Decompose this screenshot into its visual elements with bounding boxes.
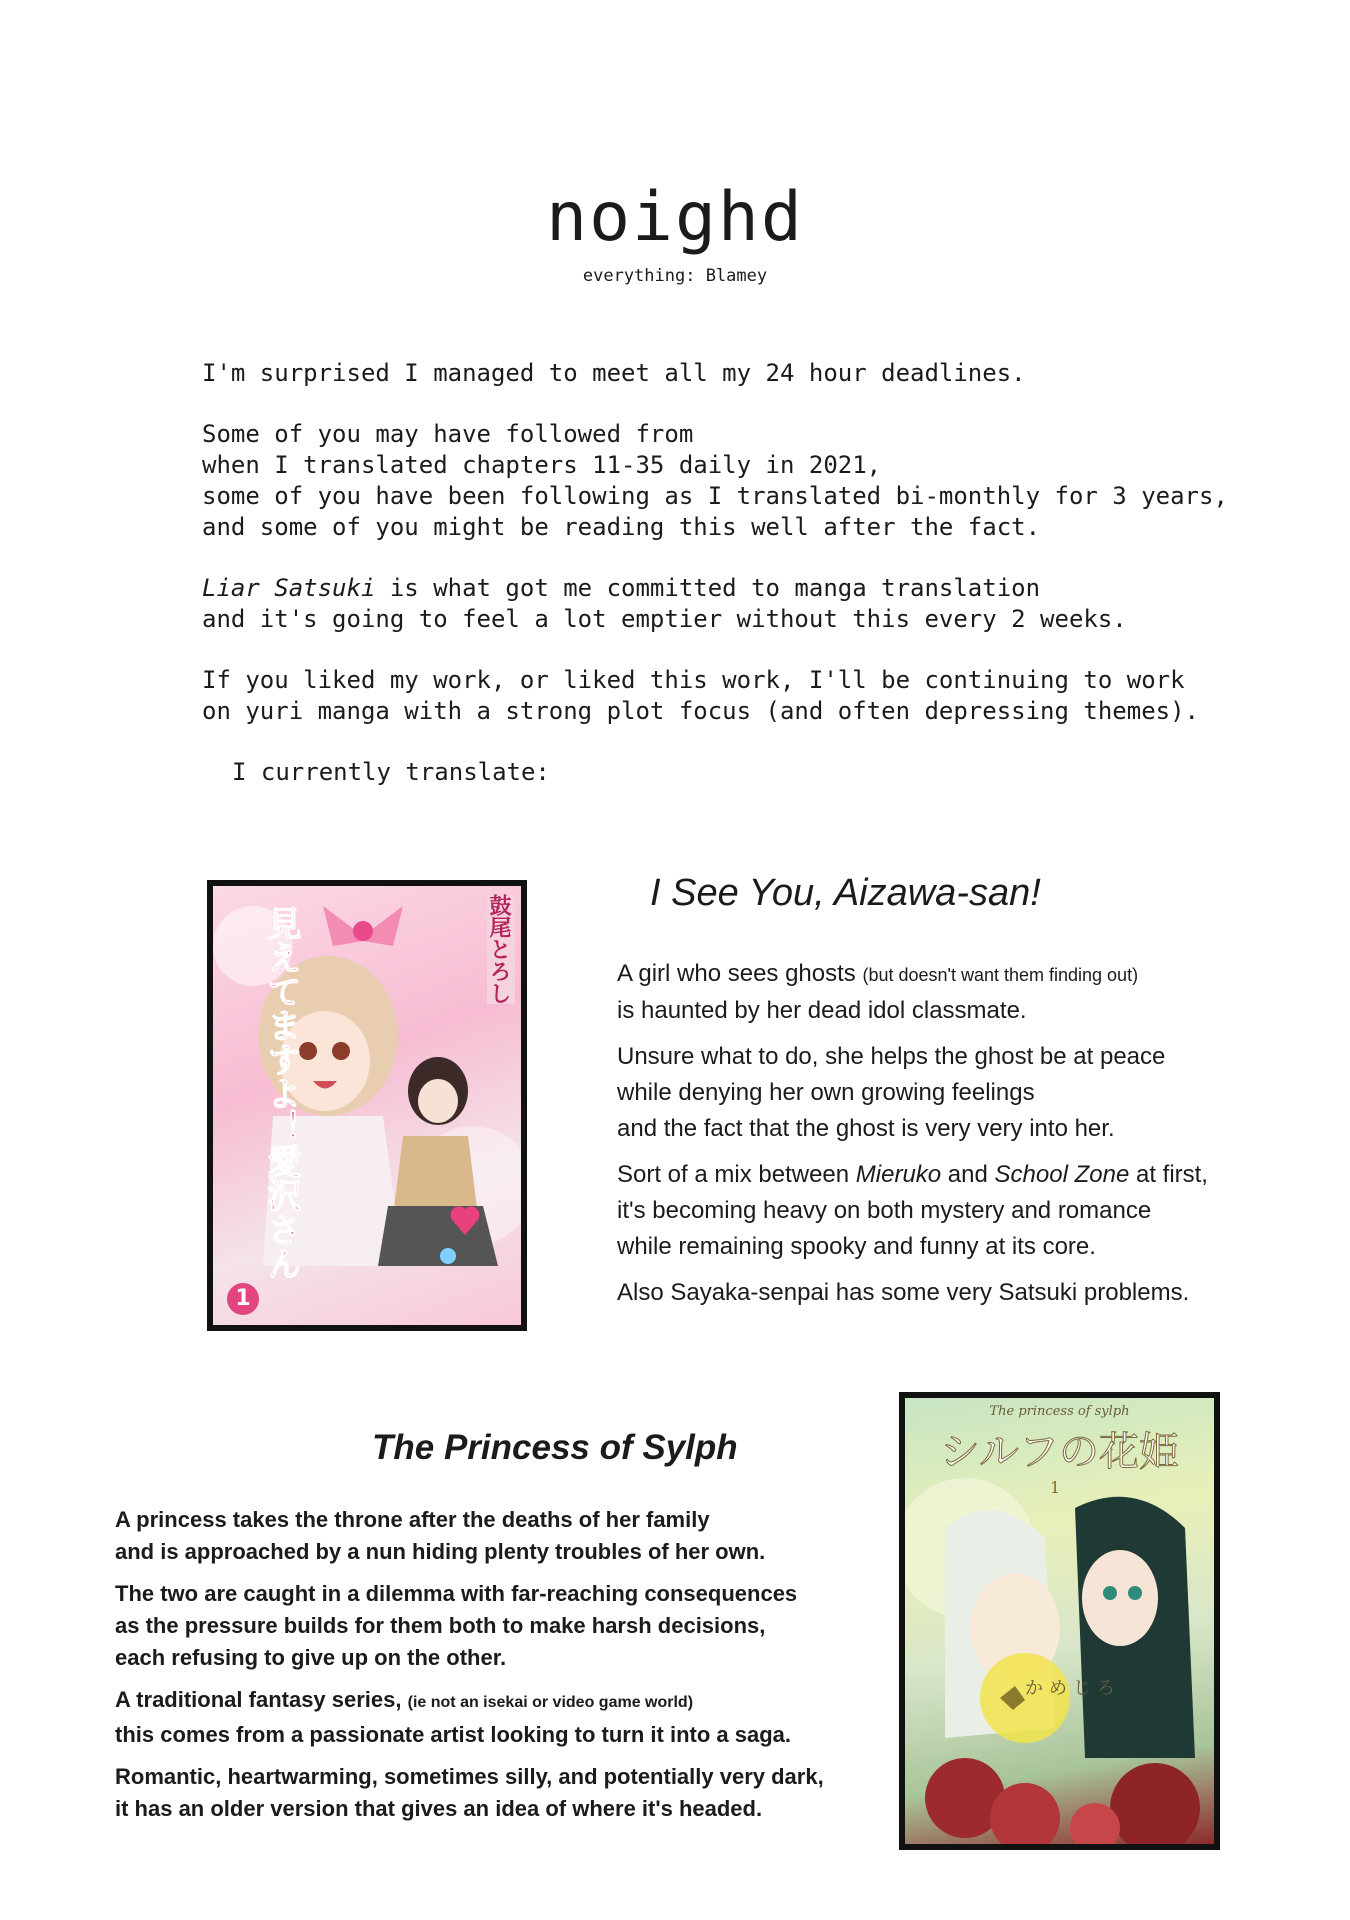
cover-subtitle: The princess of sylph bbox=[989, 1404, 1130, 1419]
page-title: noighd bbox=[546, 178, 804, 257]
cover-title: シルフの花姫 bbox=[940, 1429, 1179, 1475]
work-title: Liar Satsuki bbox=[202, 574, 376, 602]
aizawa-cover-image bbox=[207, 880, 527, 1331]
description-paragraph: Unsure what to do, she helps the ghost be at peace while denying her own growing feelings and the fact that the ghost is very very into her. bbox=[617, 1043, 1166, 1142]
description-paragraph: A traditional fantasy series, (ie not an isekai or video game world) this comes from a passionate artist looking to turn it into a saga. bbox=[115, 1687, 792, 1747]
note-paragraph: Liar Satsuki is what got me committed to manga translation and it's going to feel a lot emptier without this every 2 weeks. bbox=[202, 574, 1127, 633]
description-paragraph: A princess takes the throne after the deaths of her family and is approached by a nun hiding plenty troubles of her own. bbox=[115, 1507, 766, 1564]
note-paragraph: Some of you may have followed from when I translated chapters 11-35 daily in 2021, some of you have been following as I translated bi-monthly for 3 years, and some of you might be reading this well after the fact. bbox=[202, 420, 1228, 541]
description-paragraph: The two are caught in a dilemma with far-reaching consequences as the pressure builds for them both to make harsh decisions, each refusing to give up on the other. bbox=[115, 1581, 798, 1670]
series-description bbox=[115, 1504, 824, 1835]
cover-volume-badge: 1 bbox=[227, 1283, 259, 1315]
cover-title: 見えてますよ！愛沢さん bbox=[261, 906, 301, 1280]
description-paragraph: A girl who sees ghosts (but doesn't want them finding out) is haunted by her dead idol classmate. bbox=[617, 960, 1139, 1024]
translator-note bbox=[202, 358, 1262, 818]
description-paragraph: Romantic, heartwarming, sometimes silly, and potentially very dark, it has an older version that gives an idea of where it's headed. bbox=[115, 1764, 824, 1821]
cover-author: 鼓尾とろし bbox=[487, 894, 515, 1004]
description-paragraph: Also Sayaka-senpai has some very Satsuki problems. bbox=[617, 1279, 1190, 1306]
description-paragraph: Sort of a mix between Mieruko and School Zone at first, it's becoming heavy on both mystery and romance while remaining spooky and funny at its core. bbox=[617, 1161, 1208, 1260]
note-paragraph: I currently translate: bbox=[232, 758, 550, 786]
credit-line: everything: Blamey bbox=[582, 266, 768, 286]
series-title: I See You, Aizawa-san! bbox=[650, 872, 1041, 914]
note-paragraph: If you liked my work, or liked this work, I'll be continuing to work on yuri manga with a strong plot focus (and often depressing themes). bbox=[202, 666, 1199, 725]
series-description bbox=[617, 956, 1208, 1321]
cover-author: かめじろ bbox=[1025, 1678, 1121, 1699]
series-title: The Princess of Sylph bbox=[372, 1428, 738, 1467]
note-paragraph: I'm surprised I managed to meet all my 24 hour deadlines. bbox=[202, 359, 1026, 387]
cover-volume-badge: 1 bbox=[1050, 1478, 1061, 1497]
sylph-cover-image bbox=[899, 1392, 1220, 1850]
